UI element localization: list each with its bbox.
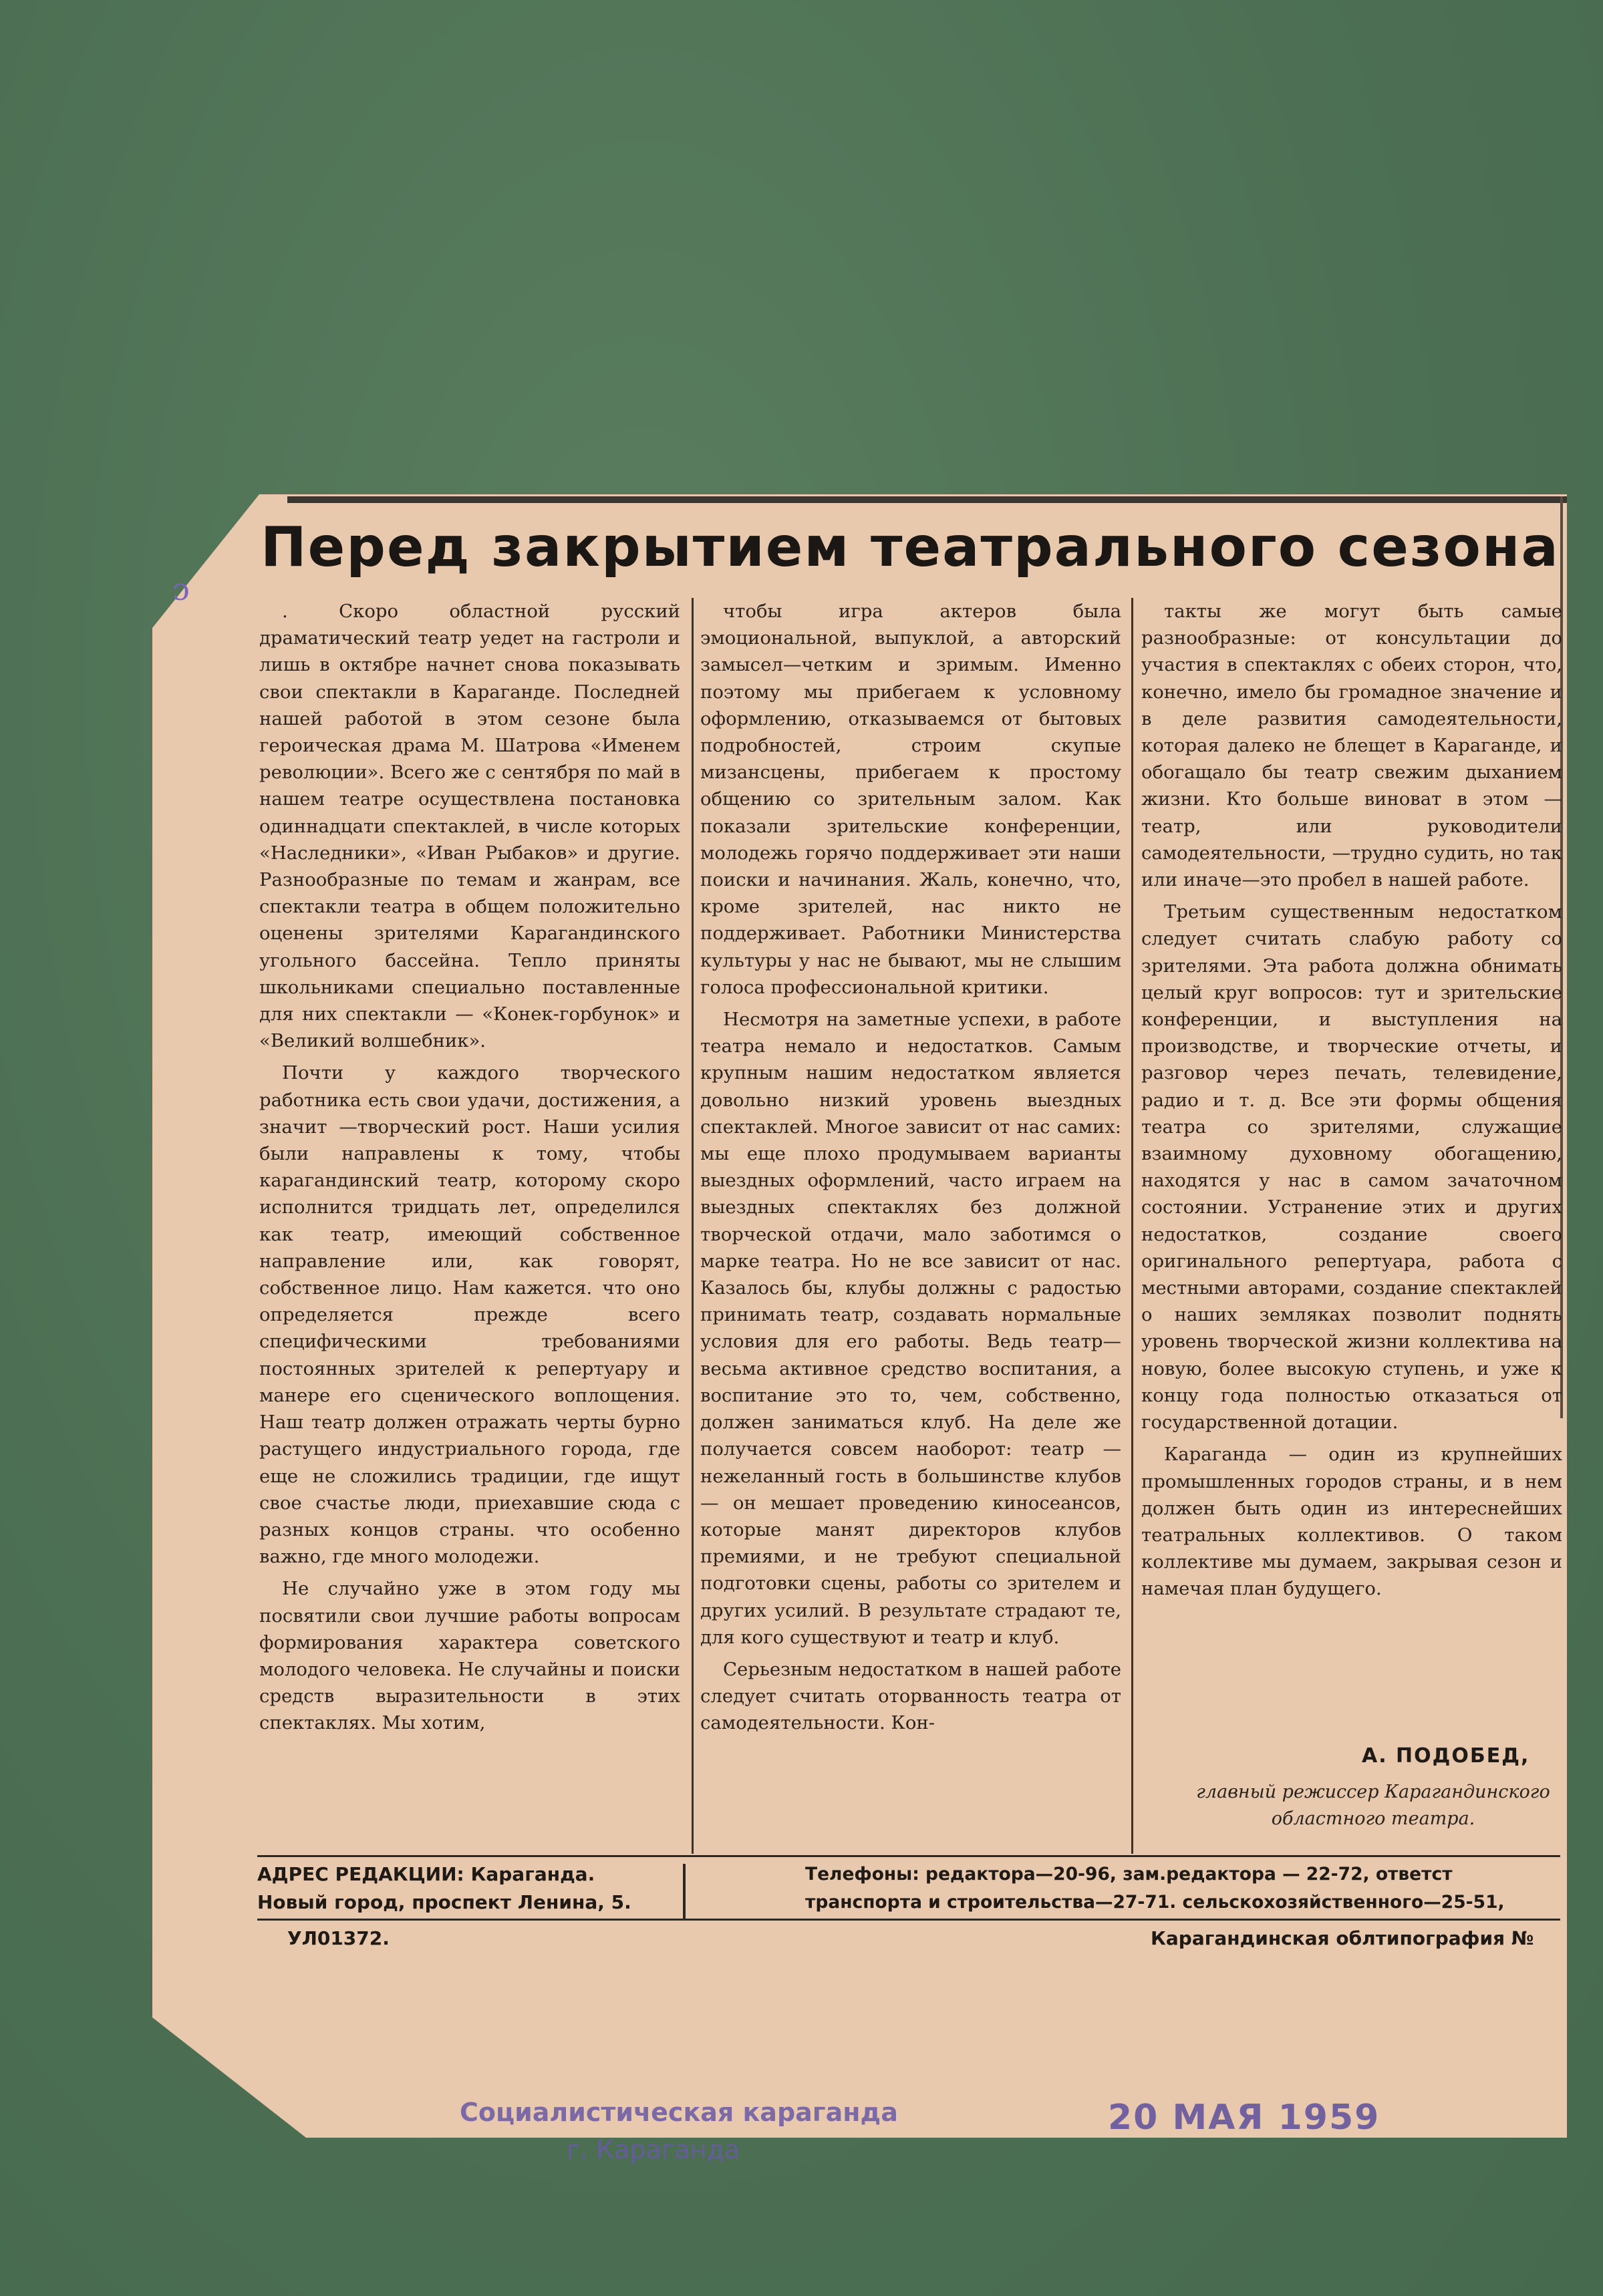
article-headline: Перед закрытием театрального сезона xyxy=(261,516,1560,579)
masthead-divider xyxy=(683,1864,686,1919)
address-line: АДРЕС РЕДАКЦИИ: Караганда. xyxy=(257,1863,595,1885)
article-column-3 xyxy=(1141,598,1562,1734)
newspaper-stamp-title: Социалистическая караганда xyxy=(460,2098,898,2127)
editorial-address xyxy=(257,1860,631,1917)
newspaper-stamp-city: г. Караганда xyxy=(567,2135,740,2164)
paragraph: Почти у каждого творческого работника есть свои удачи, достижения, а значит —творческий рост. Наши усилия были направлены к тому, чтобы карагандинский театр, которому скоро исполнится тридцать лет, определился как театр, имеющий собственное направление или, как говорят, собственное лицо. Нам кажется. что оно определяется прежде всего специфическими требованиями постоянных зрителей к репертуару и манере его сценического воплощения. Наш театр должен отражать черты бурно растущего индустриального города, где еще не сложились традиции, где ищут свое счастье люди, приехавшие сюда с разных концов страны. что особенно важно, где много молодежи. xyxy=(259,1062,680,1568)
print-code: УЛ01372. xyxy=(287,1927,390,1949)
ink-mark: ɔ xyxy=(172,571,190,607)
article-column-1 xyxy=(259,598,680,1850)
address-line: Новый город, проспект Ленина, 5. xyxy=(257,1891,631,1913)
editorial-phones xyxy=(805,1860,1505,1917)
author-signature: А. ПОДОБЕД, xyxy=(1362,1744,1530,1768)
date-stamp: 20 МАЯ 1959 xyxy=(1108,2098,1380,2138)
paragraph: Третьим существенным недостатком следует считать слабую работу со зрителями. Эта работа должна обнимать целый круг вопросов: тут и зрительские конференции, и выступления на производстве, и творческие отчеты, и разговор через печать, телевидение, радио и т. д. Все эти формы общения театра со зрителями, служащие взаимному духовному обогащению, находятся у нас в самом зачаточном состоянии. Устранение этих и других недостатков, создание своего оригинального репертуара, работа с местными авторами, создание спектаклей о наших земляках позволит поднять уровень творческой жизни коллектива на новую, более высокую ступень, и уже к концу года полностью отказаться от государственной дотации. xyxy=(1141,901,1562,1434)
top-rule xyxy=(287,496,1567,503)
column-divider xyxy=(692,598,694,1854)
phones-line: транспорта и строительства—27-71. сельскохозяйственного—25-51, xyxy=(805,1892,1505,1913)
article-column-2 xyxy=(700,598,1121,1850)
paragraph: Несмотря на заметные успехи, в работе театра немало и недостатков. Самым крупным нашим недостатком является довольно низкий уровень выездных спектаклей. Многое зависит от нас самих: мы еще плохо продумываем варианты выездных оформлений, часто играем на выездных спектаклях без должной творческой отдачи, мало заботимся о марке театра. Но не все зависит от нас. Казалось бы, клубы должны с радостью принимать театр, создавать нормальные условия для его работы. Ведь театр—весьма активное средство воспитания, а воспитание это то, чем, собственно, должен заниматься клуб. На деле же получается совсем наоборот: театр — нежеланный гость в большинстве клубов — он мешает проведению киносеансов, которые манят директоров клубов премиями, и не требуют специальной подготовки сцены, работы со зрителем и других усилий. В результате страдают те, для кого существуют и театр и клуб. xyxy=(700,1009,1121,1648)
paragraph: такты же могут быть самые разнообразные: от консультации до участия в спектаклях с обеих сторон, что, конечно, имело бы громадное значение и в деле развития самодеятельности, которая далеко не блещет в Караганде, и обогащало бы театр свежим дыханием жизни. Кто больше виноват в этом — театр, или руководители самодеятельности, —трудно судить, но так или иначе—это пробел в нашей работе. xyxy=(1141,601,1562,891)
masthead-top-rule xyxy=(257,1855,1560,1857)
phones-line: Телефоны: редактора—20-96, зам.редактора — 22-72, ответст xyxy=(805,1864,1453,1884)
paragraph: Караганда — один из крупнейших промышленных городов страны, и в нем должен быть один из интереснейших театральных коллективов. О таком коллективе мы думаем, закрывая сезон и намечая план будущего. xyxy=(1141,1444,1562,1600)
paragraph: . Скоро областной русский драматический театр уедет на гастроли и лишь в октябре начнет снова показывать свои спектакли в Караганде. Последней нашей работой в этом сезоне была героическая драма М. Шатрова «Именем революции». Всего же с сентября по май в нашем театре осуществлена постановка одиннадцати спектаклей, в числе которых «Наследники», «Иван Рыбаков» и другие. Разнообразные по темам и жанрам, все спектакли театра в общем положительно оценены зрителями Карагандинского угольного бассейна. Тепло приняты школьниками специально поставленные для них спектакли — «Конек-горбунок» и «Великий волшебник». xyxy=(259,601,680,1052)
paragraph: Не случайно уже в этом году мы посвятили свои лучшие работы вопросам формирования характера советского молодого человека. Не случайны и поиски средств выразительности в этих спектаклях. Мы хотим, xyxy=(259,1578,680,1734)
paragraph: Серьезным недостатком в нашей работе следует считать оторванность театра от самодеятельности. Кон- xyxy=(700,1658,1121,1734)
masthead-bottom-rule xyxy=(257,1919,1560,1921)
paragraph: чтобы игра актеров была эмоциональной, выпуклой, а авторский замысел—четким и зримым. Именно поэтому мы прибегаем к условному оформлению, отказываемся от бытовых подробностей, строим скупые мизансцены, прибегаем к простому общению со зрительным залом. Как показали зрительские конференции, молодежь горячо поддерживает эти наши поиски и начинания. Жаль, конечно, что, кроме зрителей, нас никто не поддерживает. Работники Министерства культуры у нас не бывают, мы не слышим голоса профессиональной критики. xyxy=(700,601,1121,998)
printer-name: Карагандинская облтипография № xyxy=(1151,1927,1534,1949)
column-divider xyxy=(1131,598,1133,1854)
author-role: главный режиссер Карагандинского областного театра. xyxy=(1196,1782,1550,1829)
